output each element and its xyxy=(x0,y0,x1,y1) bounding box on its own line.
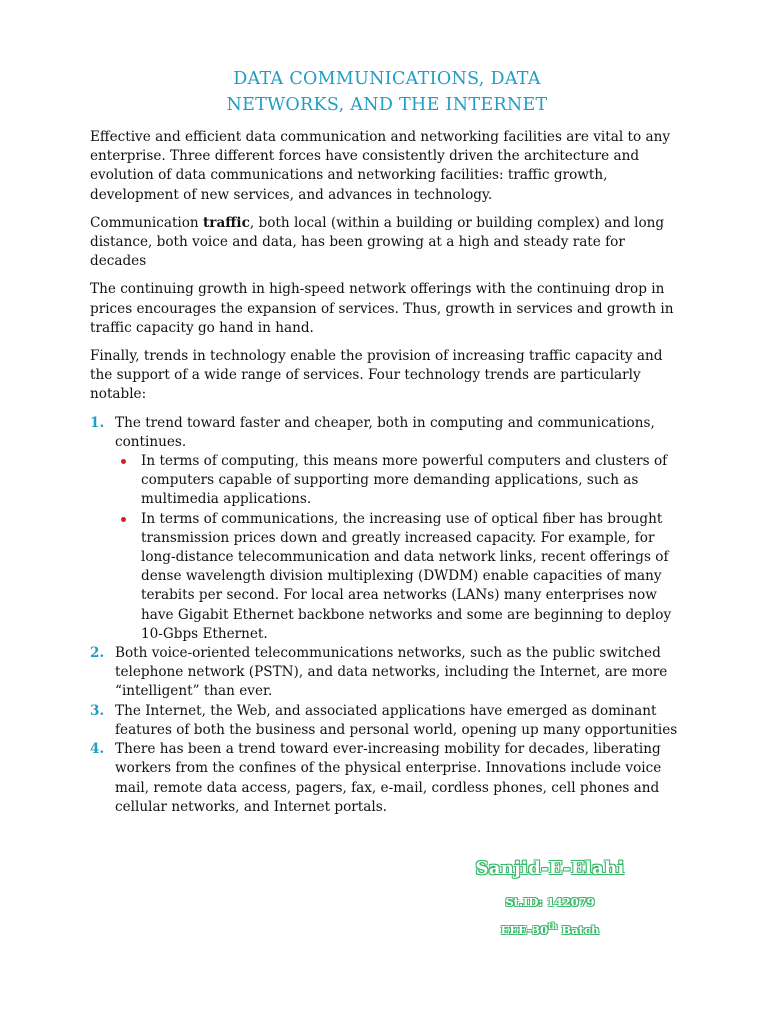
batch-pre: EEE-30 xyxy=(500,922,548,937)
list-item-text: Both voice-oriented telecommunications networks, such as the public switched telephone network (PSTN), and data networks, including the Internet, are more “intelligent” than ever. xyxy=(115,645,668,700)
list-item-text: The Internet, the Web, and associated applications have emerged as dominant features of both the business and personal world, opening up many opportunities xyxy=(115,702,678,738)
title-line-2: NETWORKS, AND THE INTERNET xyxy=(226,95,548,115)
list-number: 2. xyxy=(90,645,105,662)
sub-list-item-text: In terms of communications, the increasing use of optical fiber has brought transmission prices down and greatly increased capacity. For example, for long-distance telecommunication and data network links, recent offerings of dense wavelength division multiplexing (DWDM) enable capacities of many terabits per second. For local area networks (LANs) many enterprises now have Gigabit Ethernet backbone networks and some are beginning to deploy 10-Gbps Ethernet. xyxy=(141,510,672,642)
list-item-text: There has been a trend toward ever-increasing mobility for decades, liberating workers from the confines of the physical enterprise. Innovations include voice mail, remote data access, pagers, fax, e-mail, cordless phones, cell phones and cellular networks, and Internet portals. xyxy=(115,741,662,815)
list-item-text: The trend toward faster and cheaper, both in computing and communications, continues. xyxy=(115,414,655,450)
bullet-icon xyxy=(121,517,126,522)
sub-list-item xyxy=(141,510,684,644)
signature-student-id: St.ID: 142079 xyxy=(505,895,595,909)
batch-sup: th xyxy=(547,921,558,931)
paragraph-intro: Effective and efficient data communication and networking facilities are vital to any enterprise. Three different forces have consistently driven the architecture and evolution of data communications and networking facilities: traffic growth, development of new services, and advances in technology. xyxy=(90,129,670,203)
paragraph-traffic-post: , both local (within a building or building complex) and long distance, both voice and data, has been growing at a high and steady rate for decades xyxy=(90,214,665,270)
title-line-1: DATA COMMUNICATIONS, DATA xyxy=(233,69,541,89)
bullet-icon xyxy=(121,459,126,464)
sub-list xyxy=(115,452,684,644)
list-item xyxy=(90,740,684,817)
sub-list-item xyxy=(141,452,684,510)
paragraph-growth: The continuing growth in high-speed network offerings with the continuing drop in prices encourages the expansion of services. Thus, growth in services and growth in traffic capacity go hand in hand. xyxy=(90,281,674,336)
list-item xyxy=(90,414,684,644)
list-item xyxy=(90,644,684,702)
document-title xyxy=(90,66,684,118)
sub-list-item-text: In terms of computing, this means more powerful computers and clusters of computers capable of supporting more demanding applications, such as multimedia applications. xyxy=(141,453,668,508)
list-number: 4. xyxy=(90,741,105,758)
batch-post: Batch xyxy=(557,922,600,937)
list-number: 1. xyxy=(90,414,105,431)
paragraph-traffic-pre: Communication xyxy=(90,214,204,231)
paragraph-trends: Finally, trends in technology enable the provision of increasing traffic capacity and the support of a wide range of services. Four technology trends are particularly notable: xyxy=(90,348,663,403)
signature-name: Sanjid-E-Elahi xyxy=(475,858,625,879)
paragraph-traffic-bold: traffic xyxy=(203,214,250,231)
trends-list xyxy=(90,414,684,817)
list-number: 3. xyxy=(90,702,105,719)
list-item xyxy=(90,702,684,740)
signature-batch xyxy=(400,921,700,937)
paragraph-traffic xyxy=(90,214,684,272)
